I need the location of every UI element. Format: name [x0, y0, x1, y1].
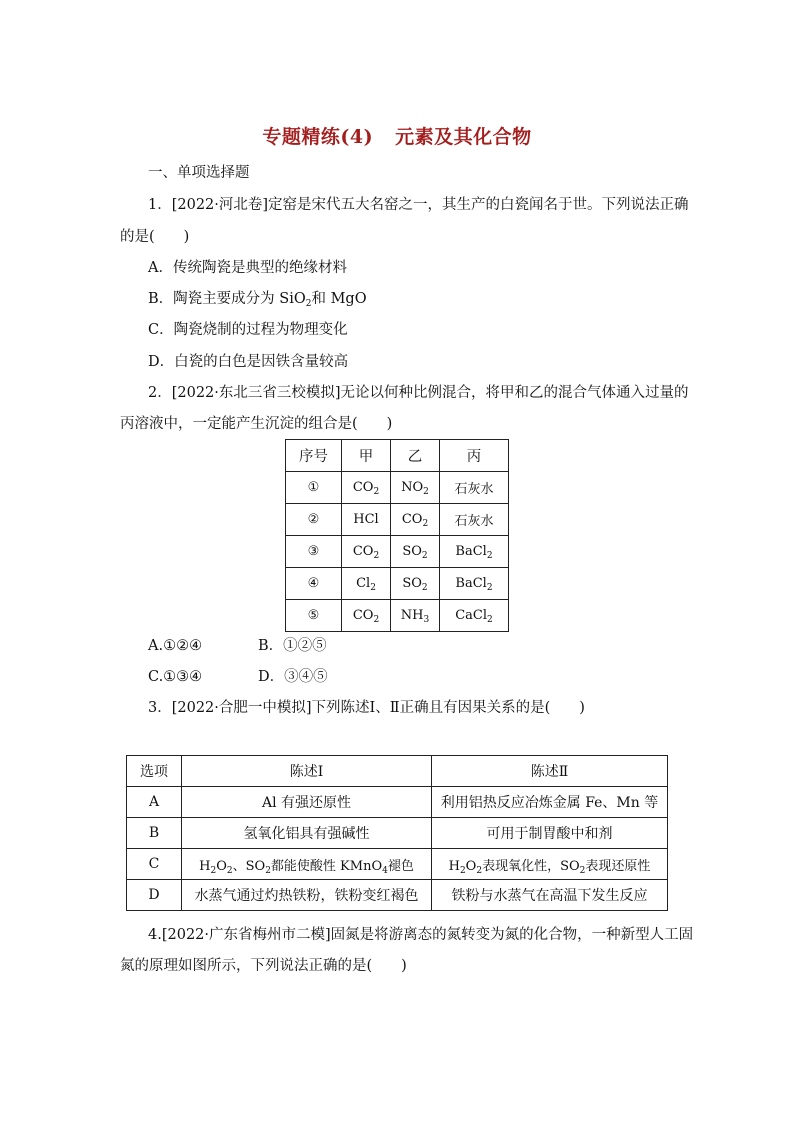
table-row — [127, 787, 668, 818]
formula: CO — [352, 544, 374, 559]
formula: H — [448, 858, 460, 874]
formula: CO — [352, 480, 374, 495]
table-row — [127, 849, 668, 880]
table-cell — [432, 849, 668, 880]
q2-stem-line2: 丙溶液中，一定能产生沉淀的组合是( ) — [120, 416, 393, 432]
table-header-row — [286, 440, 509, 472]
table-cell: ① — [286, 472, 342, 504]
header-cell: 选项 — [127, 756, 182, 787]
q2-option-c: C.①③④ — [148, 669, 203, 685]
q1-option-a: A．传统陶瓷是典型的绝缘材料 — [148, 260, 347, 276]
formula: 表现还原性 — [585, 858, 651, 874]
formula: SO — [402, 576, 422, 591]
formula: BaCl — [455, 544, 487, 559]
table-cell: ⑤ — [286, 600, 342, 632]
formula: 石灰水 — [454, 514, 494, 529]
section-heading: 一、单项选择题 — [148, 165, 250, 181]
formula-sub: 2 — [486, 551, 493, 561]
formula: 都能使酸性 KMnO — [270, 858, 383, 874]
table-cell: 可用于制胃酸中和剂 — [432, 818, 668, 849]
formula: NH — [400, 608, 424, 623]
formula-sub: 2 — [422, 519, 429, 529]
formula-sub: 2 — [421, 583, 428, 593]
header-cell: 丙 — [440, 440, 509, 472]
formula: 表现氧化性，SO — [482, 858, 580, 874]
formula-sub: 2 — [486, 583, 493, 593]
table-cell — [440, 568, 509, 600]
q4-stem-line1: 4.[2022·广东省梅州市二模]固氮是将游离态的氮转变为氮的化合物，一种新型人工固 — [148, 927, 694, 943]
formula: NO — [401, 480, 424, 495]
table-cell — [391, 536, 440, 568]
table-header-row — [127, 756, 668, 787]
table-row — [286, 568, 509, 600]
table-row — [286, 504, 509, 536]
table-cell — [342, 600, 391, 632]
title-main: 专题精练(4) — [262, 126, 374, 148]
formula-sub: 2 — [459, 865, 466, 876]
table-cell — [342, 504, 391, 536]
formula: CaCl — [455, 608, 488, 623]
title-sub: 元素及其化合物 — [395, 126, 532, 148]
table-cell: ④ — [286, 568, 342, 600]
formula-sub: 2 — [210, 865, 217, 876]
table-cell: 铁粉与水蒸气在高温下发生反应 — [432, 880, 668, 911]
table-cell — [440, 536, 509, 568]
q2-option-b: B．①②⑤ — [258, 638, 327, 654]
table-cell — [440, 472, 509, 504]
table-cell: 利用铝热反应冶炼金属 Fe、Mn 等 — [432, 787, 668, 818]
formula: O — [465, 858, 477, 874]
q3-table — [126, 755, 668, 911]
table-cell: 氢氧化铝具有强碱性 — [182, 818, 432, 849]
formula-sub: 2 — [226, 865, 233, 876]
q1-option-c: C．陶瓷烧制的过程为物理变化 — [148, 322, 348, 338]
table-row — [286, 600, 509, 632]
q1-stem-line2: 的是( ) — [120, 229, 190, 245]
table-cell — [182, 849, 432, 880]
formula: CO — [401, 512, 423, 527]
formula: 褪色 — [387, 858, 414, 874]
table-cell: ② — [286, 504, 342, 536]
q1-option-b — [148, 289, 367, 309]
table-cell — [342, 568, 391, 600]
table-cell — [342, 472, 391, 504]
table-cell — [391, 568, 440, 600]
q2-stem-line1: 2．[2022·东北三省三校模拟]无论以何种比例混合，将甲和乙的混合气体通入过量的 — [148, 385, 689, 401]
q1-option-b-pre: B．陶瓷主要成分为 SiO — [148, 291, 306, 307]
formula-sub: 2 — [265, 865, 271, 876]
formula-sub: 2 — [579, 865, 586, 876]
formula-sub: 3 — [423, 615, 430, 625]
formula-sub: 2 — [421, 551, 428, 561]
formula: Cl — [356, 576, 371, 591]
q3-stem: 3．[2022·合肥一中模拟]下列陈述Ⅰ、Ⅱ正确且有因果关系的是( ) — [148, 700, 585, 716]
formula-sub: 2 — [423, 487, 429, 497]
q1-stem-line1: 1．[2022·河北卷]定窑是宋代五大名窑之一，其生产的白瓷闻名于世。下列说法正确 — [148, 197, 689, 213]
formula-sub: 2 — [370, 583, 376, 593]
formula: 、SO — [232, 858, 266, 874]
header-cell: 序号 — [286, 440, 342, 472]
table-cell: 水蒸气通过灼热铁粉，铁粉变红褐色 — [182, 880, 432, 911]
formula: CO — [352, 608, 374, 623]
table-cell: C — [127, 849, 182, 880]
formula: SO — [402, 544, 422, 559]
table-cell: ③ — [286, 536, 342, 568]
table-cell — [391, 600, 440, 632]
formula: O — [216, 858, 227, 874]
formula: 石灰水 — [454, 482, 494, 497]
q2-option-a: A.①②④ — [148, 638, 203, 654]
page-title — [0, 122, 794, 149]
table-cell: D — [127, 880, 182, 911]
formula-sub: 2 — [373, 487, 380, 497]
table-row — [127, 880, 668, 911]
table-cell: A — [127, 787, 182, 818]
formula-sub: 2 — [373, 551, 380, 561]
header-cell: 乙 — [391, 440, 440, 472]
table-cell — [391, 504, 440, 536]
table-row — [286, 536, 509, 568]
table-cell: B — [127, 818, 182, 849]
table-cell: Al 有强还原性 — [182, 787, 432, 818]
header-cell: 陈述Ⅱ — [432, 756, 668, 787]
table-cell — [342, 536, 391, 568]
table-cell — [440, 504, 509, 536]
formula: BaCl — [455, 576, 487, 591]
header-cell: 甲 — [342, 440, 391, 472]
q1-option-b-post: 和 MgO — [311, 291, 367, 307]
formula: HCl — [353, 512, 379, 527]
q4-stem-line2: 氮的原理如图所示，下列说法正确的是( ) — [120, 958, 407, 974]
formula-sub: 2 — [487, 615, 493, 625]
q1-option-b-sub: 2 — [305, 299, 312, 309]
formula-sub: 4 — [382, 865, 388, 876]
formula: H — [199, 858, 211, 874]
formula-sub: 2 — [476, 865, 483, 876]
table-cell — [440, 600, 509, 632]
formula-sub: 2 — [373, 615, 380, 625]
header-cell: 陈述Ⅰ — [182, 756, 432, 787]
table-cell — [391, 472, 440, 504]
q2-table — [285, 439, 509, 632]
table-row — [286, 472, 509, 504]
q2-option-d: D．③④⑤ — [258, 669, 328, 685]
q1-option-d: D．白瓷的白色是因铁含量较高 — [148, 354, 349, 370]
table-row — [127, 818, 668, 849]
